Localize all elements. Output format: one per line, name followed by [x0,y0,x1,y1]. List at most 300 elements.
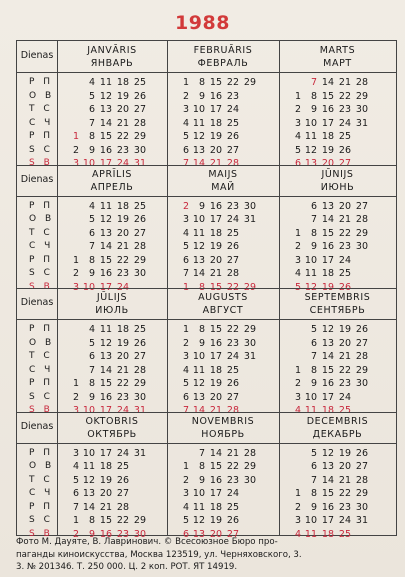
day-number: 26 [355,447,368,459]
weekday-label: Р П [29,77,54,87]
week-row [179,364,256,378]
day-number: 4 [294,268,301,279]
week-row [291,240,368,254]
day-number: 12 [99,90,112,102]
weekday-label: О В [29,461,55,471]
day-number: 22 [226,324,239,335]
day-number: 11 [82,461,95,472]
weekday-label: О В [29,214,55,224]
day-number: 23 [226,90,239,102]
day-number: 15 [99,515,112,526]
month-name [57,415,167,441]
day-number: 16 [209,200,222,212]
week-row [291,200,368,214]
day-number: 20 [338,200,351,212]
day-number: 3 [182,104,189,115]
day-number: 18 [209,364,222,376]
day-number: 28 [355,77,368,88]
day-number: 5 [72,474,79,486]
day-number: 23 [116,268,129,279]
day-number: 10 [304,515,317,526]
day-number: 20 [116,227,129,239]
week-row [291,364,368,378]
week-row [179,200,256,214]
day-number: 12 [321,447,334,459]
day-number: 23 [226,474,239,486]
week-row [179,90,256,104]
day-number: 7 [88,117,95,129]
week-row [69,103,146,117]
day-number: 16 [321,501,334,513]
day-number: 5 [182,515,189,526]
month-name-russian: АПРЕЛЬ [90,181,134,193]
week-row [69,213,146,227]
day-number: 29 [133,131,146,142]
day-number: 14 [209,447,222,459]
day-number: 10 [82,281,95,293]
day-number: 11 [192,117,205,129]
day-number: 5 [294,144,301,156]
day-number: 18 [321,405,334,416]
day-number: 6 [182,144,189,156]
day-number: 5 [182,131,189,142]
day-number: 27 [355,337,368,349]
week-row [179,240,256,254]
week-row [69,391,146,405]
month-name-latvian: JANVĀRIS [87,45,137,56]
week-row [69,514,146,528]
week-row [291,514,368,528]
weekday-label: Р П [29,447,54,458]
day-number: 1 [294,364,301,376]
week-row [69,377,146,391]
day-number: 14 [192,158,205,169]
day-number: 28 [133,364,146,376]
day-number: 25 [116,461,129,472]
quarter-block [17,412,396,540]
day-number: 6 [294,158,301,169]
day-number: 31 [133,447,146,459]
day-number: 6 [182,391,189,403]
day-number: 20 [209,254,222,266]
day-number: 12 [304,144,317,156]
month-days-grid [179,447,256,542]
month-name-latvian: JŪNIJS [321,168,354,180]
day-number: 20 [99,488,112,499]
day-number: 11 [304,268,317,279]
day-number: 19 [116,214,129,225]
day-number: 29 [355,227,368,239]
day-number: 29 [355,90,368,102]
day-number: 11 [192,501,205,513]
day-number: 11 [304,131,317,142]
day-number: 25 [133,200,146,212]
day-number: 7 [72,501,79,513]
day-number: 22 [338,488,351,499]
day-number: 6 [310,200,317,212]
day-number: 15 [209,77,222,88]
day-number: 16 [99,391,112,403]
month-name [57,44,167,70]
week-row [179,103,256,117]
month-days-grid [291,76,368,171]
day-number: 25 [338,528,351,540]
weekday-label: Р П [29,378,54,388]
day-number: 27 [338,158,351,169]
day-number: 31 [243,351,256,362]
day-number: 16 [209,90,222,102]
day-number: 19 [321,144,334,156]
day-number: 12 [192,131,205,142]
week-row [179,514,256,528]
day-number: 12 [192,241,205,252]
day-number: 24 [226,351,239,362]
day-number: 9 [88,144,95,156]
day-number: 15 [99,254,112,266]
day-number: 3 [72,447,79,459]
day-number: 4 [294,405,301,416]
day-number: 26 [226,378,239,389]
day-number: 21 [226,447,239,459]
day-number: 24 [338,117,351,129]
day-number: 6 [72,488,79,499]
day-number: 1 [182,281,189,293]
day-number: 23 [338,501,351,513]
day-number: 8 [88,131,95,142]
day-number: 7 [182,405,189,416]
day-number: 30 [355,104,368,115]
day-number: 6 [88,351,95,362]
day-number: 18 [209,501,222,513]
day-number: 8 [310,227,317,239]
day-number: 19 [209,378,222,389]
week-row [291,213,368,227]
day-number: 20 [209,528,222,540]
day-number: 9 [310,501,317,513]
month-days-grid [291,200,368,295]
day-number: 18 [116,77,129,88]
day-number: 30 [355,378,368,389]
day-number: 6 [310,337,317,349]
day-number: 2 [72,268,79,279]
day-number: 26 [355,324,368,335]
month-name-latvian: NOVEMBRIS [191,415,255,427]
day-number: 12 [321,324,334,335]
day-number: 2 [182,337,189,349]
weekday-label: S B [29,158,53,168]
day-number: 10 [304,117,317,129]
weekday-label: S C [29,268,53,278]
week-row [291,323,368,337]
weekday-label: С Ч [29,117,54,128]
week-row [291,254,368,268]
day-number: 28 [116,501,129,513]
day-number: 12 [99,214,112,225]
day-number: 27 [133,351,146,362]
day-number: 8 [310,90,317,102]
month-name-russian: МАЙ [211,181,235,193]
day-number: 7 [310,474,317,486]
day-number: 17 [209,104,222,115]
day-number: 14 [192,268,205,279]
day-number: 1 [182,461,189,472]
day-number: 28 [355,214,368,225]
day-number: 13 [192,391,205,403]
month-days-grid [179,76,256,171]
day-number: 14 [99,117,112,129]
day-number: 7 [182,268,189,279]
day-number: 4 [182,117,189,129]
footer-line-1: Фото М. Дауяте, В. Лавринович. © Всесоюзное Бюро про- [16,537,278,547]
week-row [179,391,256,405]
week-row [291,227,368,241]
month-name [279,291,396,317]
month-days-grid [179,200,256,295]
day-number: 23 [338,378,351,389]
day-number: 9 [310,104,317,115]
day-number: 5 [294,281,301,293]
day-number: 30 [133,528,146,540]
day-number: 17 [99,158,112,169]
day-number: 4 [294,131,301,142]
day-number: 29 [243,77,256,88]
day-number: 16 [99,528,112,540]
day-number: 19 [116,337,129,349]
day-number: 28 [243,447,256,459]
day-number: 27 [116,488,129,499]
day-number: 5 [182,241,189,252]
weekday-label: S B [29,281,53,292]
day-number: 29 [133,378,146,389]
month-name-russian: ЯНВАРЬ [90,58,134,69]
day-number: 22 [116,515,129,526]
day-number: 4 [182,227,189,239]
week-row [291,337,368,351]
week-row [179,350,256,364]
day-number: 9 [88,528,95,540]
day-number: 15 [209,281,222,293]
day-number: 27 [226,144,239,156]
month-name-russian: МАРТ [323,58,352,69]
day-number: 10 [304,391,317,403]
day-number: 1 [294,227,301,239]
day-number: 17 [99,405,112,416]
day-number: 11 [99,77,112,88]
day-number: 21 [338,351,351,362]
week-row [69,323,146,337]
week-row [179,447,256,461]
day-number: 26 [133,90,146,102]
weekday-label: Р П [29,254,54,265]
day-number: 8 [198,461,205,472]
month-days-grid [291,447,368,542]
day-number: 2 [294,501,301,513]
day-number: 22 [116,131,129,142]
week-row [69,474,146,488]
day-number: 10 [192,214,205,225]
month-days-grid [69,447,146,542]
week-row [179,501,256,515]
day-number: 9 [310,378,317,389]
weekday-label: S C [29,391,53,402]
day-number: 23 [226,200,239,212]
day-number: 10 [82,158,95,169]
month-name-latvian: FEBRUĀRIS [193,45,253,56]
day-number: 27 [226,254,239,266]
day-number: 12 [99,337,112,349]
day-number: 5 [310,324,317,335]
day-number: 14 [321,351,334,362]
week-row [291,460,368,474]
month-name-latvian: OKTOBRIS [85,415,139,427]
day-number: 15 [99,378,112,389]
day-number: 18 [209,227,222,239]
day-number: 24 [116,158,129,169]
day-number: 21 [116,117,129,129]
week-row [69,254,146,268]
day-number: 25 [338,268,351,279]
day-number: 25 [133,77,146,88]
day-number: 30 [133,391,146,403]
day-number: 14 [321,77,334,88]
day-number: 16 [99,144,112,156]
weekday-label: S C [29,144,53,155]
day-number: 7 [88,364,95,376]
weekday-label: Т С [29,104,53,114]
quarter-block [17,288,396,416]
weekday-label: Т С [29,351,53,361]
weekday-label: Р П [29,131,54,141]
quarter-block [17,41,396,169]
day-number: 26 [338,281,351,293]
month-name [167,44,279,70]
week-row [291,501,368,515]
day-number: 25 [338,405,351,416]
day-number: 21 [338,474,351,486]
day-number: 9 [88,391,95,403]
day-number: 13 [321,461,334,472]
week-row [179,213,256,227]
day-number: 4 [88,77,95,88]
month-name-latvian: SEPTEMBRIS [304,292,371,303]
day-number: 3 [294,391,301,403]
day-number: 21 [209,268,222,279]
weekday-label: С Ч [29,364,54,375]
day-number: 16 [99,268,112,279]
day-number: 9 [198,337,205,349]
day-number: 8 [310,488,317,499]
day-number: 24 [116,447,129,459]
weekday-label: Р П [29,501,54,512]
day-number: 1 [294,90,301,102]
month-name [279,415,396,441]
day-number: 20 [116,104,129,115]
week-row [179,76,256,90]
day-number: 24 [338,391,351,403]
day-number: 20 [209,391,222,403]
day-number: 26 [226,241,239,252]
day-number: 20 [338,337,351,349]
day-number: 5 [88,337,95,349]
day-number: 13 [99,227,112,239]
day-number: 1 [72,131,79,142]
day-number: 26 [338,144,351,156]
day-number: 15 [99,131,112,142]
day-number: 13 [192,254,205,266]
day-number: 19 [99,474,112,486]
day-number: 17 [321,515,334,526]
day-number: 17 [209,351,222,362]
day-number: 2 [294,104,301,115]
day-number: 30 [133,268,146,279]
day-number: 30 [355,501,368,513]
month-days-grid [291,323,368,418]
day-number: 9 [310,241,317,252]
day-number: 22 [338,364,351,376]
day-number: 22 [116,378,129,389]
day-number: 29 [355,488,368,499]
week-row [179,323,256,337]
day-number: 3 [72,158,79,169]
day-number: 25 [226,364,239,376]
day-number: 24 [116,405,129,416]
week-row [69,487,146,501]
day-number: 24 [226,214,239,225]
day-number: 9 [198,90,205,102]
day-number: 2 [72,144,79,156]
week-row [69,267,146,281]
day-number: 27 [355,461,368,472]
day-number: 2 [182,90,189,102]
day-number: 28 [355,474,368,486]
week-row [69,350,146,364]
day-number: 29 [355,364,368,376]
day-number: 25 [338,131,351,142]
day-number: 20 [321,158,334,169]
day-number: 18 [321,268,334,279]
day-number: 29 [243,324,256,335]
day-number: 31 [355,117,368,129]
day-number: 16 [321,104,334,115]
day-number: 18 [321,528,334,540]
day-number: 14 [321,474,334,486]
dienas-label: Dienas [20,420,54,432]
weekday-labels [17,447,57,542]
week-row [179,254,256,268]
weekday-label: S C [29,515,53,525]
month-name-latvian: JŪLIJS [96,292,128,303]
week-row [179,144,256,158]
day-number: 23 [116,144,129,156]
day-number: 8 [198,77,205,88]
month-name-latvian: MAIJS [208,168,238,180]
day-number: 2 [294,378,301,389]
day-number: 6 [182,528,189,540]
day-number: 17 [99,447,112,459]
day-number: 27 [226,528,239,540]
week-row [291,447,368,461]
month-name-latvian: DECEMBRIS [306,415,369,427]
week-row [179,474,256,488]
day-number: 28 [355,351,368,362]
day-number: 21 [338,77,351,88]
day-number: 11 [304,405,317,416]
day-number: 31 [243,214,256,225]
day-number: 12 [304,281,317,293]
day-number: 4 [182,501,189,513]
day-number: 2 [72,391,79,403]
day-number: 3 [72,281,79,293]
